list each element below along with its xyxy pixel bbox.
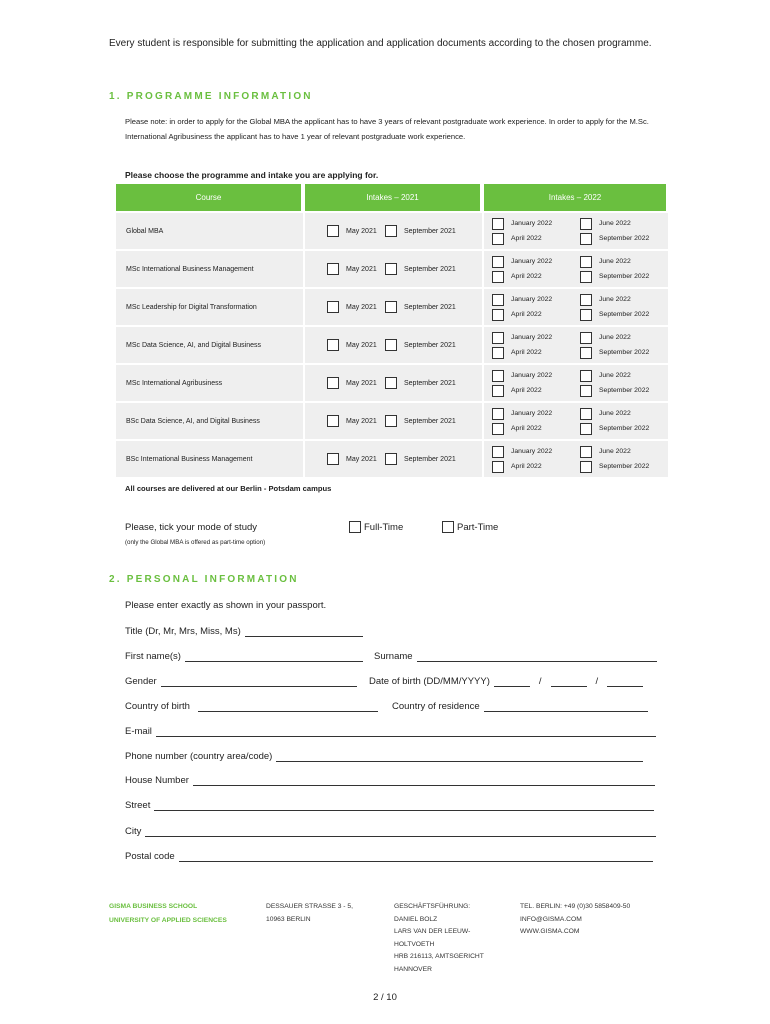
campus-note: All courses are delivered at our Berlin - Potsdam campus <box>125 484 332 493</box>
intake-checkbox[interactable] <box>385 339 397 351</box>
intake-label: September 2022 <box>599 387 650 394</box>
intake-option[interactable] <box>492 408 580 420</box>
intake-option[interactable] <box>327 453 385 465</box>
footer-mgmt-line: LARS VAN DER LEEUW- <box>394 928 471 935</box>
intake-checkbox[interactable] <box>580 294 592 306</box>
header-intakes-2022: Intakes – 2022 <box>484 184 668 211</box>
intakes-2021-cell <box>305 363 482 401</box>
footer-email-link[interactable]: INFO@GISMA.COM <box>520 915 582 923</box>
intake-label: September 2022 <box>599 349 650 356</box>
intake-label: April 2022 <box>511 463 542 470</box>
postal-code-field[interactable] <box>125 851 653 862</box>
footer-contact <box>520 901 630 939</box>
intake-label: January 2022 <box>511 258 553 265</box>
intake-option[interactable] <box>580 461 668 473</box>
email-label: E-mail <box>125 726 152 737</box>
page-number: 2 / 10 <box>373 992 397 1003</box>
intakes-2021-cell <box>305 249 482 287</box>
intake-checkbox[interactable] <box>580 271 592 283</box>
intake-label: September 2021 <box>404 455 456 463</box>
street-field[interactable] <box>125 800 654 811</box>
intake-checkbox[interactable] <box>580 370 592 382</box>
intake-checkbox[interactable] <box>327 415 339 427</box>
intake-option[interactable] <box>385 377 456 389</box>
intake-checkbox[interactable] <box>580 408 592 420</box>
intake-option[interactable] <box>580 271 668 283</box>
intake-option[interactable] <box>492 461 580 473</box>
intake-checkbox[interactable] <box>580 423 592 435</box>
intake-checkbox[interactable] <box>492 385 504 397</box>
country-of-birth-label: Country of birth <box>125 701 190 712</box>
intake-option[interactable] <box>580 370 668 382</box>
programme-note: Please note: in order to apply for the Global MBA the applicant has to have 3 years of relevant postgraduate work experience. In order to apply for the M.Sc. International Agribusiness the applicant has to have 1 year of relevant postgraduate work experience. <box>125 117 649 141</box>
passport-note: Please enter exactly as shown in your passport. <box>125 600 327 611</box>
title-field-label: Title (Dr, Mr, Mrs, Miss, Ms) <box>125 626 241 637</box>
intake-label: September 2021 <box>404 303 456 311</box>
intake-checkbox[interactable] <box>492 332 504 344</box>
intake-label: September 2022 <box>599 425 650 432</box>
choose-programme-label: Please choose the programme and intake you are applying for. <box>125 170 379 180</box>
intake-checkbox[interactable] <box>327 377 339 389</box>
house-number-input-line[interactable] <box>193 777 655 786</box>
dob-year-line[interactable] <box>607 678 643 687</box>
intake-checkbox[interactable] <box>492 446 504 458</box>
gender-input-line[interactable] <box>161 678 357 687</box>
intake-checkbox[interactable] <box>385 263 397 275</box>
intake-label: September 2022 <box>599 311 650 318</box>
intake-option[interactable] <box>580 233 668 245</box>
first-name-input-line[interactable] <box>185 653 363 662</box>
intake-label: May 2021 <box>346 265 377 273</box>
intake-option[interactable] <box>580 256 668 268</box>
intake-label: June 2022 <box>599 410 631 417</box>
title-field[interactable] <box>125 626 363 637</box>
intake-label: September 2021 <box>404 417 456 425</box>
full-time-label: Full-Time <box>364 521 404 533</box>
first-name-field[interactable] <box>125 651 363 662</box>
intake-label: April 2022 <box>511 235 542 242</box>
intake-option[interactable] <box>580 294 668 306</box>
table-row <box>116 325 668 363</box>
footer-mgmt-line: HOLTVOETH <box>394 940 435 948</box>
intake-checkbox[interactable] <box>385 225 397 237</box>
intakes-2022-cell <box>484 211 668 249</box>
full-time-checkbox[interactable] <box>349 521 361 533</box>
table-row <box>116 287 668 325</box>
first-name-label: First name(s) <box>125 651 181 662</box>
intake-checkbox[interactable] <box>385 301 397 313</box>
intake-label: May 2021 <box>346 341 377 349</box>
intake-checkbox[interactable] <box>492 347 504 359</box>
dob-slash-2: / <box>595 676 599 687</box>
intake-label: January 2022 <box>511 296 553 303</box>
header-course: Course <box>116 184 303 211</box>
intake-label: April 2022 <box>511 349 542 356</box>
course-name: BSc Data Science, AI, and Digital Business <box>116 401 303 439</box>
intake-option[interactable] <box>492 218 580 230</box>
intake-option[interactable] <box>492 233 580 245</box>
intakes-2022-cell <box>484 439 668 477</box>
intake-checkbox[interactable] <box>580 461 592 473</box>
intake-label: September 2021 <box>404 379 456 387</box>
intro-text: Every student is responsible for submitting the application and application documents according to the chosen programme. <box>109 38 652 49</box>
intake-label: January 2022 <box>511 410 553 417</box>
intake-option[interactable] <box>580 408 668 420</box>
footer-mgmt-line: HANNOVER <box>394 965 432 973</box>
intake-checkbox[interactable] <box>327 263 339 275</box>
intake-checkbox[interactable] <box>492 423 504 435</box>
intake-checkbox[interactable] <box>492 256 504 268</box>
intake-checkbox[interactable] <box>580 233 592 245</box>
city-input-line[interactable] <box>145 828 656 837</box>
intake-label: January 2022 <box>511 220 553 227</box>
intakes-2022-cell <box>484 401 668 439</box>
email-field[interactable] <box>125 726 656 737</box>
intake-checkbox[interactable] <box>492 370 504 382</box>
intakes-2021-cell <box>305 287 482 325</box>
intake-option[interactable] <box>385 225 456 237</box>
phone-label: Phone number (country area/code) <box>125 751 273 762</box>
country-of-birth-input-line[interactable] <box>198 703 378 712</box>
intakes-2021-cell <box>305 401 482 439</box>
intake-label: September 2022 <box>599 273 650 280</box>
intake-checkbox[interactable] <box>327 225 339 237</box>
intake-label: January 2022 <box>511 372 553 379</box>
intake-label: June 2022 <box>599 372 631 379</box>
table-row <box>116 439 668 477</box>
intake-label: June 2022 <box>599 258 631 265</box>
intake-label: May 2021 <box>346 417 377 425</box>
intake-option[interactable] <box>580 385 668 397</box>
part-time-label: Part-Time <box>457 521 499 533</box>
intakes-2022-cell <box>484 287 668 325</box>
surname-label: Surname <box>374 651 413 662</box>
intake-option[interactable] <box>492 309 580 321</box>
intake-checkbox[interactable] <box>385 453 397 465</box>
postal-code-label: Postal code <box>125 851 175 862</box>
intake-label: May 2021 <box>346 227 377 235</box>
table-row <box>116 211 668 249</box>
intake-checkbox[interactable] <box>327 453 339 465</box>
intakes-2022-cell <box>484 363 668 401</box>
intake-option[interactable] <box>492 423 580 435</box>
intake-checkbox[interactable] <box>492 294 504 306</box>
intake-checkbox[interactable] <box>492 408 504 420</box>
intake-checkbox[interactable] <box>580 218 592 230</box>
intake-label: April 2022 <box>511 311 542 318</box>
mode-of-study-label: Please, tick your mode of study <box>125 522 258 533</box>
intake-option[interactable] <box>327 415 385 427</box>
intake-checkbox[interactable] <box>580 309 592 321</box>
footer-phone: TEL. BERLIN: +49 (0)30 5858409-50 <box>520 903 631 910</box>
intakes-2021-cell <box>305 211 482 249</box>
intake-option[interactable] <box>580 423 668 435</box>
title-input-line[interactable] <box>245 628 363 637</box>
intake-label: September 2021 <box>404 265 456 273</box>
intake-option[interactable] <box>327 339 385 351</box>
intakes-2022-cell <box>484 325 668 363</box>
intake-label: January 2022 <box>511 334 553 341</box>
intake-checkbox[interactable] <box>327 301 339 313</box>
intake-option[interactable] <box>492 385 580 397</box>
intake-option[interactable] <box>492 370 580 382</box>
intake-label: June 2022 <box>599 334 631 341</box>
course-name: MSc Data Science, AI, and Digital Business <box>116 325 303 363</box>
intake-option[interactable] <box>580 309 668 321</box>
intake-label: June 2022 <box>599 220 631 227</box>
intake-label: September 2022 <box>599 235 650 242</box>
intake-option[interactable] <box>580 347 668 359</box>
dob-month-line[interactable] <box>551 678 587 687</box>
intake-checkbox[interactable] <box>492 461 504 473</box>
house-number-label: House Number <box>125 775 189 786</box>
footer-mgmt-line: GESCHÄFTSFÜHRUNG: <box>394 903 471 910</box>
table-row <box>116 401 668 439</box>
full-time-option[interactable] <box>349 521 403 533</box>
course-name: Global MBA <box>116 211 303 249</box>
dob-day-line[interactable] <box>494 678 530 687</box>
intake-checkbox[interactable] <box>492 218 504 230</box>
intake-label: May 2021 <box>346 379 377 387</box>
footer-mgmt-line: HRB 216113, AMTSGERICHT <box>394 953 484 960</box>
intake-label: April 2022 <box>511 273 542 280</box>
intake-option[interactable] <box>385 339 456 351</box>
intake-label: September 2021 <box>404 227 456 235</box>
country-of-residence-field[interactable] <box>392 701 648 712</box>
intake-option[interactable] <box>492 446 580 458</box>
dob-slash-1: / <box>538 676 542 687</box>
footer-school-subtitle: UNIVERSITY OF APPLIED SCIENCES <box>109 917 227 924</box>
footer-address-line: DESSAUER STRASSE 3 - 5, <box>266 903 353 910</box>
intake-option[interactable] <box>492 332 580 344</box>
intake-checkbox[interactable] <box>492 271 504 283</box>
intake-checkbox[interactable] <box>580 446 592 458</box>
intake-checkbox[interactable] <box>580 347 592 359</box>
section-title-personal: 2. PERSONAL INFORMATION <box>109 574 299 585</box>
part-time-option[interactable] <box>442 521 498 533</box>
intake-option[interactable] <box>492 271 580 283</box>
country-of-birth-field[interactable] <box>125 701 378 712</box>
postal-code-input-line[interactable] <box>179 853 653 862</box>
table-row <box>116 249 668 287</box>
footer-school <box>109 900 227 928</box>
intake-option[interactable] <box>492 256 580 268</box>
intake-option[interactable] <box>327 225 385 237</box>
phone-field[interactable] <box>125 751 643 762</box>
part-time-checkbox[interactable] <box>442 521 454 533</box>
intake-option[interactable] <box>492 294 580 306</box>
street-input-line[interactable] <box>154 802 654 811</box>
intake-checkbox[interactable] <box>492 309 504 321</box>
gender-label: Gender <box>125 676 157 687</box>
footer-address-line: 10963 BERLIN <box>266 915 311 923</box>
intake-option[interactable] <box>385 453 456 465</box>
mode-of-study-note: (only the Global MBA is offered as part-time option) <box>125 539 266 546</box>
country-of-residence-input-line[interactable] <box>484 703 648 712</box>
course-name: MSc International Business Management <box>116 249 303 287</box>
intake-option[interactable] <box>385 263 456 275</box>
intake-option[interactable] <box>580 446 668 458</box>
intake-option[interactable] <box>327 377 385 389</box>
intake-checkbox[interactable] <box>580 385 592 397</box>
gender-field[interactable] <box>125 676 357 687</box>
intake-option[interactable] <box>492 347 580 359</box>
intake-label: May 2021 <box>346 455 377 463</box>
city-label: City <box>125 826 142 837</box>
intake-option[interactable] <box>385 415 456 427</box>
section-title-programme: 1. PROGRAMME INFORMATION <box>109 91 313 102</box>
street-label: Street <box>125 800 151 811</box>
header-intakes-2021: Intakes – 2021 <box>305 184 482 211</box>
intakes-2022-cell <box>484 249 668 287</box>
phone-input-line[interactable] <box>276 753 643 762</box>
intake-checkbox[interactable] <box>385 377 397 389</box>
email-input-line[interactable] <box>156 728 656 737</box>
course-name: BSc International Business Management <box>116 439 303 477</box>
intake-option[interactable] <box>327 301 385 313</box>
intake-label: January 2022 <box>511 448 553 455</box>
intake-label: June 2022 <box>599 448 631 455</box>
footer-mgmt-line: DANIEL BOLZ <box>394 915 438 923</box>
surname-field[interactable] <box>374 651 657 662</box>
intake-checkbox[interactable] <box>385 415 397 427</box>
footer-address <box>266 901 353 926</box>
intake-option[interactable] <box>327 263 385 275</box>
footer-school-name: GISMA BUSINESS SCHOOL <box>109 903 198 910</box>
dob-field[interactable] <box>369 676 643 687</box>
footer-management <box>394 901 484 976</box>
dob-label: Date of birth (DD/MM/YYYY) <box>369 676 490 687</box>
intake-label: May 2021 <box>346 303 377 311</box>
intake-checkbox[interactable] <box>580 332 592 344</box>
intake-checkbox[interactable] <box>580 256 592 268</box>
footer-website-link[interactable]: WWW.GISMA.COM <box>520 928 580 935</box>
course-name: MSc Leadership for Digital Transformation <box>116 287 303 325</box>
surname-input-line[interactable] <box>417 653 657 662</box>
house-number-field[interactable] <box>125 775 655 786</box>
intake-label: June 2022 <box>599 296 631 303</box>
programme-table <box>114 184 670 477</box>
course-name: MSc International Agribusiness <box>116 363 303 401</box>
intake-label: September 2021 <box>404 341 456 349</box>
intakes-2021-cell <box>305 325 482 363</box>
intake-label: April 2022 <box>511 387 542 394</box>
intake-checkbox[interactable] <box>327 339 339 351</box>
table-row <box>116 363 668 401</box>
country-of-residence-label: Country of residence <box>392 701 480 712</box>
intake-option[interactable] <box>580 218 668 230</box>
city-field[interactable] <box>125 826 656 837</box>
intake-label: April 2022 <box>511 425 542 432</box>
intakes-2021-cell <box>305 439 482 477</box>
intake-label: September 2022 <box>599 463 650 470</box>
intake-option[interactable] <box>580 332 668 344</box>
intake-option[interactable] <box>385 301 456 313</box>
intake-checkbox[interactable] <box>492 233 504 245</box>
